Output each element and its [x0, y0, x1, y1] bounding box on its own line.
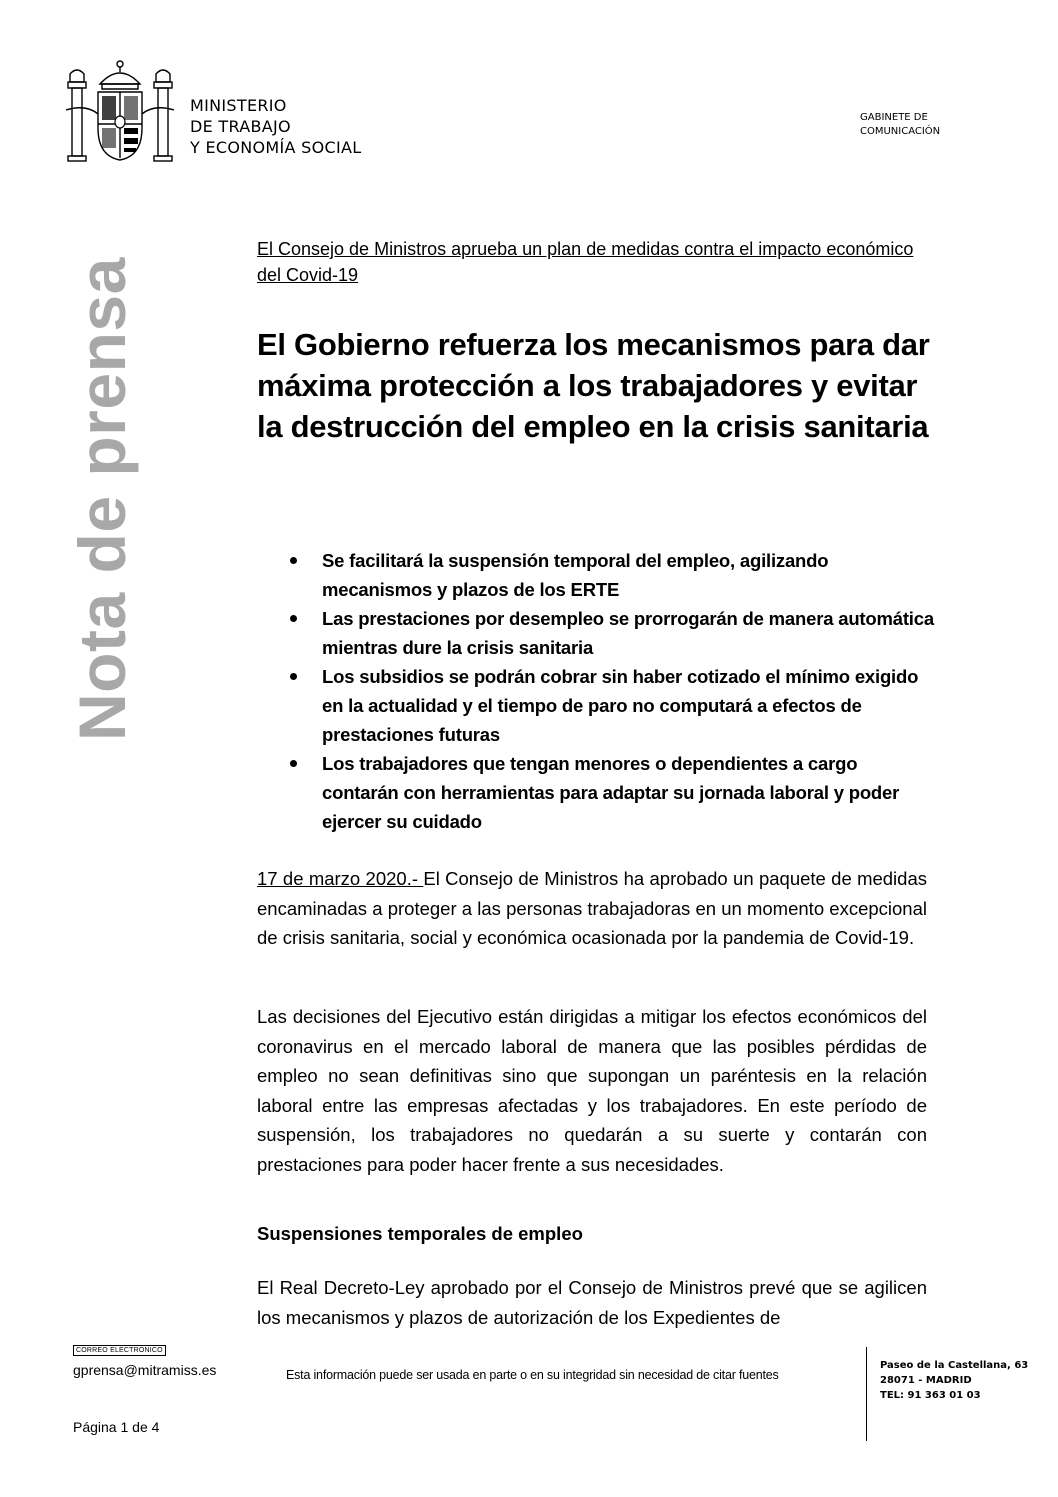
highlight-item: Se facilitará la suspensión temporal del empleo, agilizando mecanismos y plazos de los ERTE: [288, 546, 938, 604]
email-label: CORREO ELECTRÓNICO: [73, 1345, 166, 1356]
usage-disclaimer: Esta información puede ser usada en parte o en su integridad sin necesidad de citar fuentes: [286, 1368, 779, 1382]
highlight-item: Los trabajadores que tengan menores o dependientes a cargo contarán con herramientas para adaptar su jornada laboral y poder ejercer su cuidado: [288, 749, 938, 836]
department-line: COMUNICACIÓN: [860, 126, 941, 137]
contact-email[interactable]: gprensa@mitramiss.es: [73, 1362, 217, 1378]
highlights-list: [288, 546, 938, 836]
address-line: TEL: 91 363 01 03: [880, 1390, 981, 1401]
article-headline: El Gobierno refuerza los mecanismos para dar máxima protección a los trabajadores y evitar la destrucción del empleo en la crisis sanitaria: [257, 327, 930, 444]
ministry-line: MINISTERIO: [190, 96, 287, 115]
paragraph-text: El Consejo de Ministros ha aprobado un paquete de medidas encaminadas a proteger a las personas trabajadoras en un momento excepcional de crisis sanitaria, social y económica ocasionada por la pandemia de Covid-19.: [257, 868, 927, 948]
address-line: 28071 - MADRID: [880, 1375, 972, 1386]
postal-address: [880, 1358, 1028, 1403]
paragraph: [257, 864, 927, 953]
highlight-item: Los subsidios se podrán cobrar sin haber cotizado el mínimo exigido en la actualidad y el tiempo de paro no computará a efectos de prestaciones futuras: [288, 662, 938, 749]
spanish-coat-of-arms-icon: [64, 58, 176, 164]
paragraph: El Real Decreto-Ley aprobado por el Consejo de Ministros prevé que se agilicen los mecanismos y plazos de autorización de los Expedientes de: [257, 1277, 927, 1328]
highlight-item: Las prestaciones por desempleo se prorrogarán de manera automática mientras dure la crisis sanitaria: [288, 604, 938, 662]
section-heading: Suspensiones temporales de empleo: [257, 1223, 583, 1244]
paragraph: Las decisiones del Ejecutivo están dirigidas a mitigar los efectos económicos del coronavirus en el mercado laboral de manera que las posibles pérdidas de empleo no sean definitivas sino que supongan un paréntesis en la relación laboral entre las empresas afectadas y los trabajadores. En este período de suspensión, los trabajadores no quedarán a su suerte y contarán con prestaciones para poder hacer frente a sus necesidades.: [257, 1006, 927, 1175]
date-lead: 17 de marzo 2020.-: [257, 868, 424, 889]
department-line: GABINETE DE: [860, 112, 928, 123]
ministry-name: [190, 95, 361, 158]
article-subtitle: El Consejo de Ministros aprueba un plan de medidas contra el impacto económico del Covid-19: [257, 239, 914, 285]
footer-divider: [866, 1347, 867, 1441]
press-release-side-label: Nota de prensa: [65, 257, 139, 741]
page-number: Página 1 de 4: [73, 1419, 160, 1435]
address-line: Paseo de la Castellana, 63: [880, 1360, 1029, 1371]
ministry-line: DE TRABAJO: [190, 117, 291, 136]
department-label: [860, 111, 940, 139]
ministry-line: Y ECONOMÍA SOCIAL: [190, 138, 362, 157]
